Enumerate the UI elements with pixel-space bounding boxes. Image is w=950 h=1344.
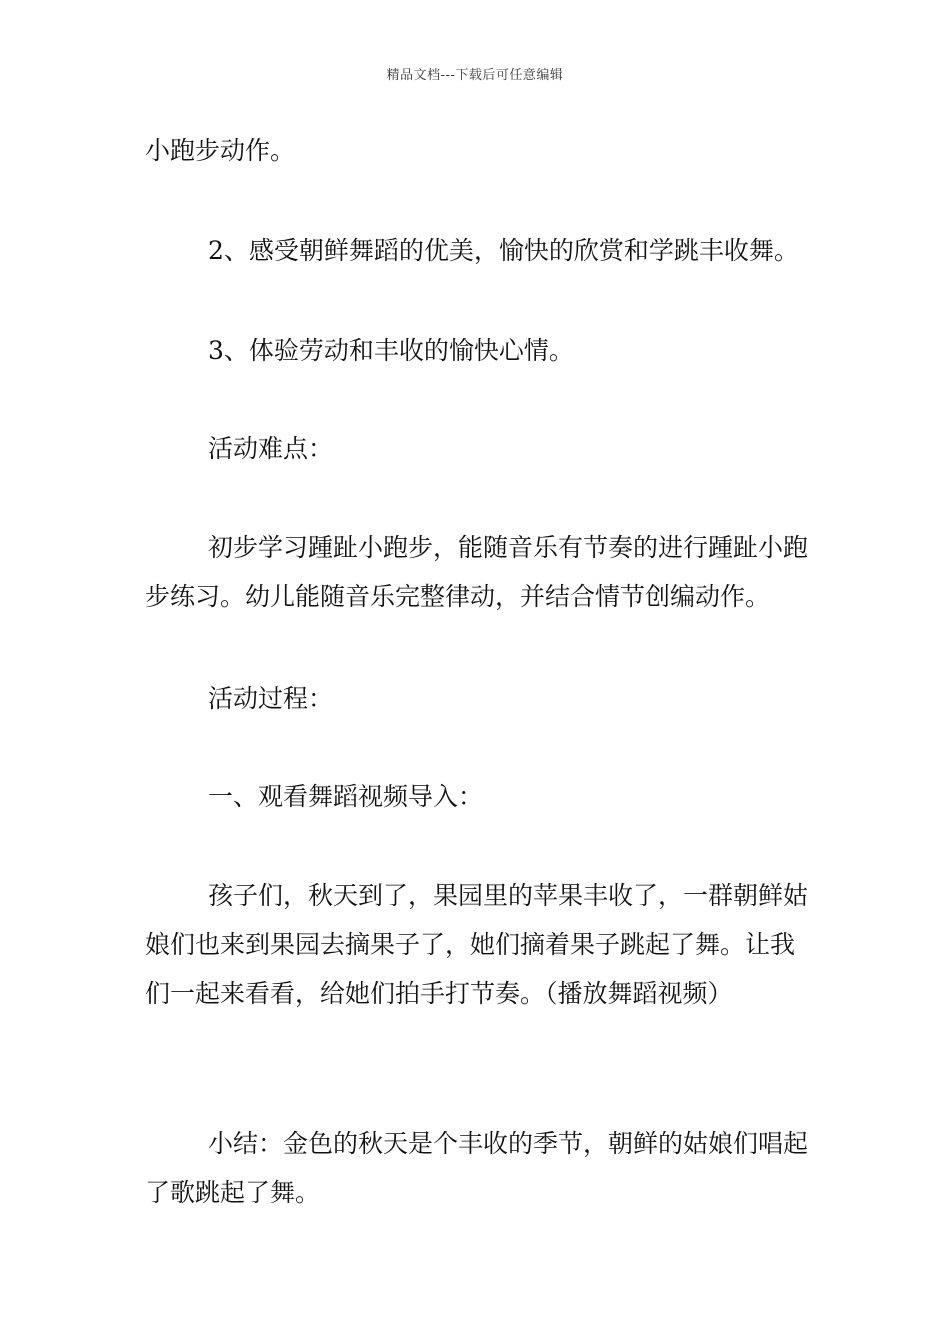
section-heading-difficulty: 活动难点：: [208, 434, 334, 463]
section-heading-process: 活动过程：: [208, 684, 334, 713]
step-1-paragraph: 孩子们，秋天到了，果园里的苹果丰收了，一群朝鲜姑娘们也来到果园去摘果子了，她们摘着果子跳起了舞。让我们一起来看看，给她们拍手打节奏。（播放舞蹈视频）: [145, 881, 809, 1008]
step-1-heading: 一、观看舞蹈视频导入：: [208, 782, 484, 811]
difficulty-paragraph: 初步学习踵趾小跑步，能随音乐有节奏的进行踵趾小跑步练习。幼儿能随音乐完整律动，并结合情节创编动作。: [145, 533, 809, 611]
summary-paragraph: 小结：金色的秋天是个丰收的季节，朝鲜的姑娘们唱起了歌跳起了舞。: [145, 1129, 809, 1207]
paragraph-continuation: 小跑步动作。: [145, 136, 296, 165]
goal-item-2: 2、感受朝鲜舞蹈的优美，愉快的欣赏和学跳丰收舞。: [208, 236, 799, 265]
goal-item-3: 3、体验劳动和丰收的愉快心情。: [208, 336, 574, 365]
page-header: 精品文档---下载后可任意编辑: [386, 68, 564, 83]
